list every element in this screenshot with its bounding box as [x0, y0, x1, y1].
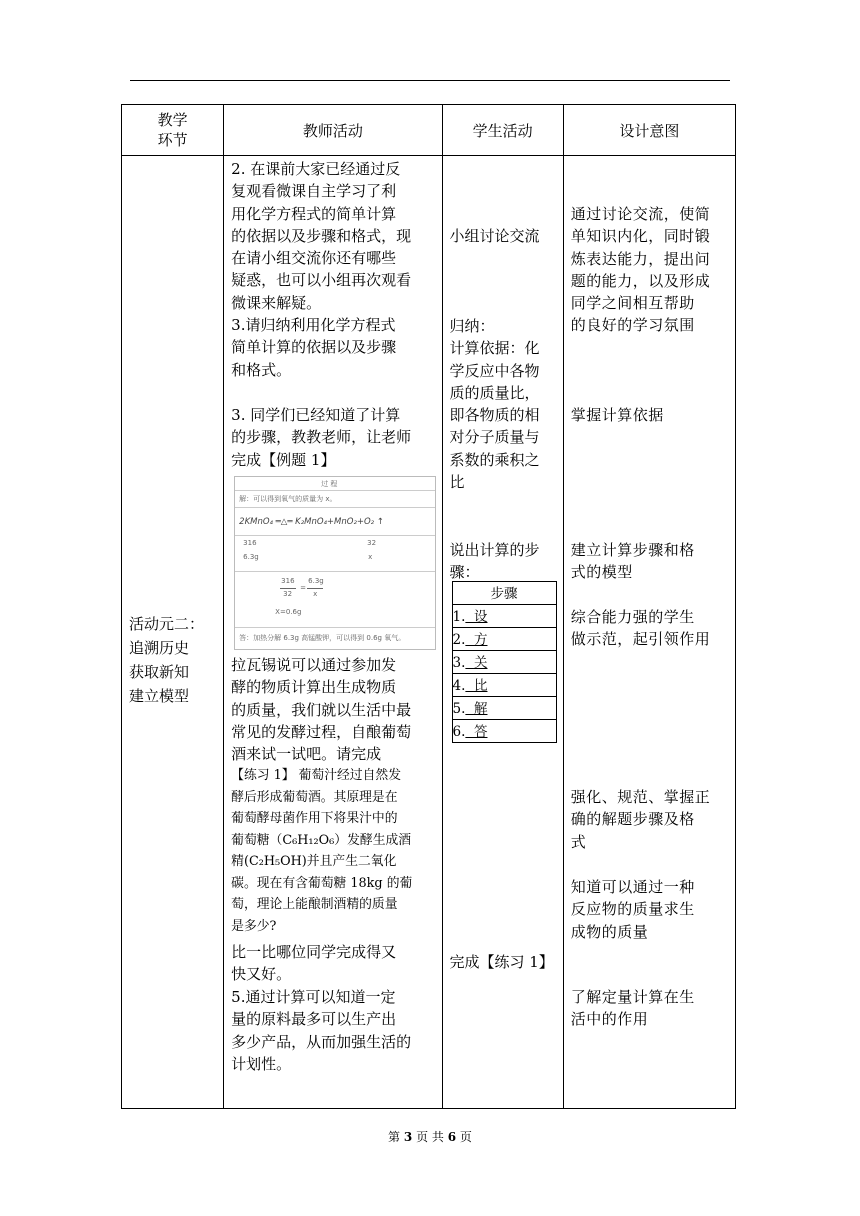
- teacher-paragraph-4: [231, 654, 439, 765]
- footer-mid: 页 共: [416, 1130, 444, 1144]
- design-intent-cell: [563, 156, 735, 1109]
- text-line: 酵的物质计算出生成物质: [231, 678, 397, 697]
- text-line: 骤：: [449, 563, 480, 582]
- steps-table: [452, 581, 557, 743]
- teacher-paragraph-3: [231, 404, 439, 471]
- text-line: 微课来解疑。: [231, 293, 322, 312]
- student-activity-cell: [442, 156, 563, 1109]
- text-line: 建立模型: [129, 687, 190, 705]
- text-line: 了解定量计算在生: [570, 988, 695, 1006]
- figure-mass-6-3g: 6.3g: [243, 553, 259, 561]
- text-line: 疑惑，也可以小组再次观看: [231, 271, 412, 290]
- text-line: 知道可以通过一种: [570, 878, 695, 896]
- text-line: 精(C₂H₅OH)并且产生二氧化: [231, 854, 397, 869]
- design-paragraph-3: [571, 539, 731, 584]
- figure-mass-x: x: [368, 553, 373, 561]
- stage-label: [129, 612, 221, 708]
- text-line: 强化、规范、掌握正: [570, 788, 711, 806]
- text-line: 反应物的质量求生: [570, 900, 695, 919]
- figure-mass-316: 316: [243, 539, 257, 547]
- text-line: 简单计算的依据以及步骤: [231, 338, 397, 357]
- text-line: 说出计算的步: [449, 541, 540, 559]
- header-student: 学生活动: [442, 105, 563, 156]
- text-line: 萄，理论上能酿制酒精的质量: [231, 897, 398, 912]
- figure-answer: 答：加热分解 6.3g 高锰酸钾，可以得到 0.6g 氧气。: [239, 634, 406, 642]
- steps-header: 步骤: [452, 582, 556, 605]
- text-line: 快又好。: [231, 965, 292, 984]
- text-line: 用化学方程式的简单计算: [231, 204, 397, 223]
- header-stage: [122, 105, 224, 156]
- text-line: 2. 在课前大家已经通过反: [231, 160, 401, 178]
- text-line: 式的模型: [570, 563, 633, 582]
- example-solution-figure: 过 程 解：可以得到氧气的质量为 x。 2KMnO₄ ═△═ K₂MnO₄+MnO₂+O₂ ↑ 316 32 6.3g x 316 32 = 6.3g x X=0.6g 答：加热分解 6.3g 高锰酸钾，可以得到 0.6g 氧气。: [234, 476, 436, 650]
- figure-equation: 2KMnO₄ ═△═ K₂MnO₄+MnO₂+O₂ ↑: [239, 517, 384, 527]
- figure-frac-right-num: 6.3g: [308, 577, 324, 585]
- footer-suffix: 页: [459, 1130, 472, 1144]
- text-line: 酒来试一试吧。请完成: [231, 745, 382, 764]
- text-line: 完成【例题 1】: [231, 450, 336, 469]
- design-paragraph-4: [571, 606, 731, 651]
- text-line: 综合能力强的学生: [570, 608, 695, 626]
- text-line: 对分子质量与: [449, 428, 540, 447]
- figure-title: 过 程: [321, 480, 338, 488]
- text-line: 式: [570, 832, 587, 851]
- text-line: 的质量，我们就以生活中最: [231, 700, 412, 719]
- teacher-exercise-1: [231, 765, 439, 937]
- text-line: 活动元二：: [129, 615, 205, 633]
- teacher-paragraph-2: [231, 314, 439, 381]
- table-row: [122, 156, 736, 1109]
- student-summary: [450, 315, 560, 493]
- text-line: 单知识内化，同时锻: [570, 227, 711, 246]
- figure-frac-left-den: 32: [283, 590, 293, 598]
- text-line: 成物的质量: [570, 922, 649, 941]
- teacher-paragraph-6: [231, 941, 439, 986]
- text-line: 葡萄糖（C₆H₁₂O₆）发酵生成酒: [231, 832, 412, 848]
- text-line: 获取新知: [129, 663, 190, 681]
- teacher-activity-cell: [224, 156, 442, 1109]
- text-line: 复观看微课自主学习了利: [231, 182, 397, 201]
- text-line: 系数的乘积之: [449, 450, 540, 469]
- text-line: 3. 同学们已经知道了计算: [231, 406, 401, 424]
- text-line: 计算依据：化: [449, 339, 540, 358]
- header-design: 设计意图: [563, 105, 735, 156]
- footer-total-pages: 6: [447, 1130, 457, 1144]
- text-line: 量的原料最多可以生产出: [231, 1010, 397, 1029]
- text-line: 题的能力，以及形成: [570, 271, 711, 290]
- page-footer: [0, 1128, 860, 1145]
- text-line: 拉瓦锡说可以通过参加发: [231, 656, 397, 674]
- text-line: 的步骤，教教老师，让老师: [231, 428, 412, 447]
- text-line: 炼表达能力，提出问: [570, 249, 711, 268]
- student-steps-prompt: [450, 539, 560, 584]
- design-paragraph-2: 掌握计算依据: [570, 406, 664, 424]
- text-line: 确的解题步骤及格: [570, 810, 695, 829]
- figure-frac-right-den: x: [313, 590, 318, 598]
- text-line: 的依据以及步骤和格式，现: [231, 226, 412, 245]
- student-complete-exercise: 完成【练习 1】: [449, 953, 554, 971]
- text-line: 是多少?: [231, 918, 277, 934]
- design-paragraph-5: [571, 786, 731, 853]
- text-line: 葡萄酵母菌作用下将果汁中的: [231, 811, 398, 826]
- text-line: 3.请归纳利用化学方程式: [231, 316, 396, 334]
- text-line: 比一比哪位同学完成得又: [231, 943, 397, 961]
- table-header-row: [122, 105, 736, 156]
- text-line: 质的质量比，: [449, 383, 540, 402]
- footer-prefix: 第: [388, 1130, 401, 1144]
- design-paragraph-7: [571, 986, 731, 1031]
- text-line: 碳。现在有含葡萄糖 18kg 的葡: [231, 875, 413, 891]
- figure-frac-left-num: 316: [281, 577, 295, 585]
- step-item: 3. 关: [452, 651, 556, 674]
- header-stage-line-1: 教学: [157, 111, 188, 129]
- header-teacher: 教师活动: [224, 105, 442, 156]
- text-line: 同学之间相互帮助: [570, 294, 695, 313]
- text-line: 常见的发酵过程，自酿葡萄: [231, 722, 412, 741]
- header-rule: [130, 80, 730, 81]
- step-item: 5. 解: [452, 697, 556, 720]
- text-line: 比: [449, 473, 465, 492]
- student-discussion: 小组讨论交流: [449, 227, 540, 245]
- text-line: 酵后形成葡萄酒。其原理是在: [231, 789, 398, 805]
- text-line: 做示范，起引领作用: [570, 630, 711, 649]
- step-item: 4. 比: [452, 674, 556, 697]
- text-line: 的良好的学习氛围: [570, 316, 695, 335]
- text-line: 5.通过计算可以知道一定: [231, 988, 396, 1006]
- design-paragraph-1: [571, 203, 731, 337]
- text-line: 活中的作用: [570, 1010, 649, 1029]
- figure-line-1: 解：可以得到氧气的质量为 x。: [239, 495, 337, 503]
- figure-result: X=0.6g: [275, 608, 302, 616]
- step-item: 2. 方: [452, 628, 556, 651]
- design-paragraph-6: [571, 876, 731, 943]
- text-line: 计划性。: [231, 1054, 292, 1073]
- teacher-paragraph-7: [231, 986, 439, 1075]
- text-line: 和格式。: [231, 360, 292, 379]
- text-line: 归纳：: [449, 317, 495, 335]
- text-line: 【练习 1】 葡萄汁经过自然发: [231, 768, 401, 783]
- footer-page-number: 3: [403, 1130, 413, 1144]
- step-item: 6. 答: [452, 720, 556, 743]
- text-line: 学反应中各物: [449, 361, 540, 380]
- text-line: 即各物质的相: [449, 406, 540, 425]
- teacher-paragraph-1: [231, 158, 439, 314]
- figure-mass-32: 32: [367, 539, 377, 547]
- header-stage-line-2: 环节: [157, 131, 188, 149]
- lesson-plan-table: [121, 104, 736, 1109]
- step-item: 1. 设: [452, 605, 556, 628]
- text-line: 多少产品，从而加强生活的: [231, 1032, 412, 1051]
- text-line: 建立计算步骤和格: [570, 541, 695, 559]
- text-line: 追溯历史: [129, 639, 190, 657]
- text-line: 在请小组交流你还有哪些: [231, 249, 397, 268]
- stage-cell: [122, 156, 224, 1109]
- text-line: 通过讨论交流，使简: [570, 205, 711, 223]
